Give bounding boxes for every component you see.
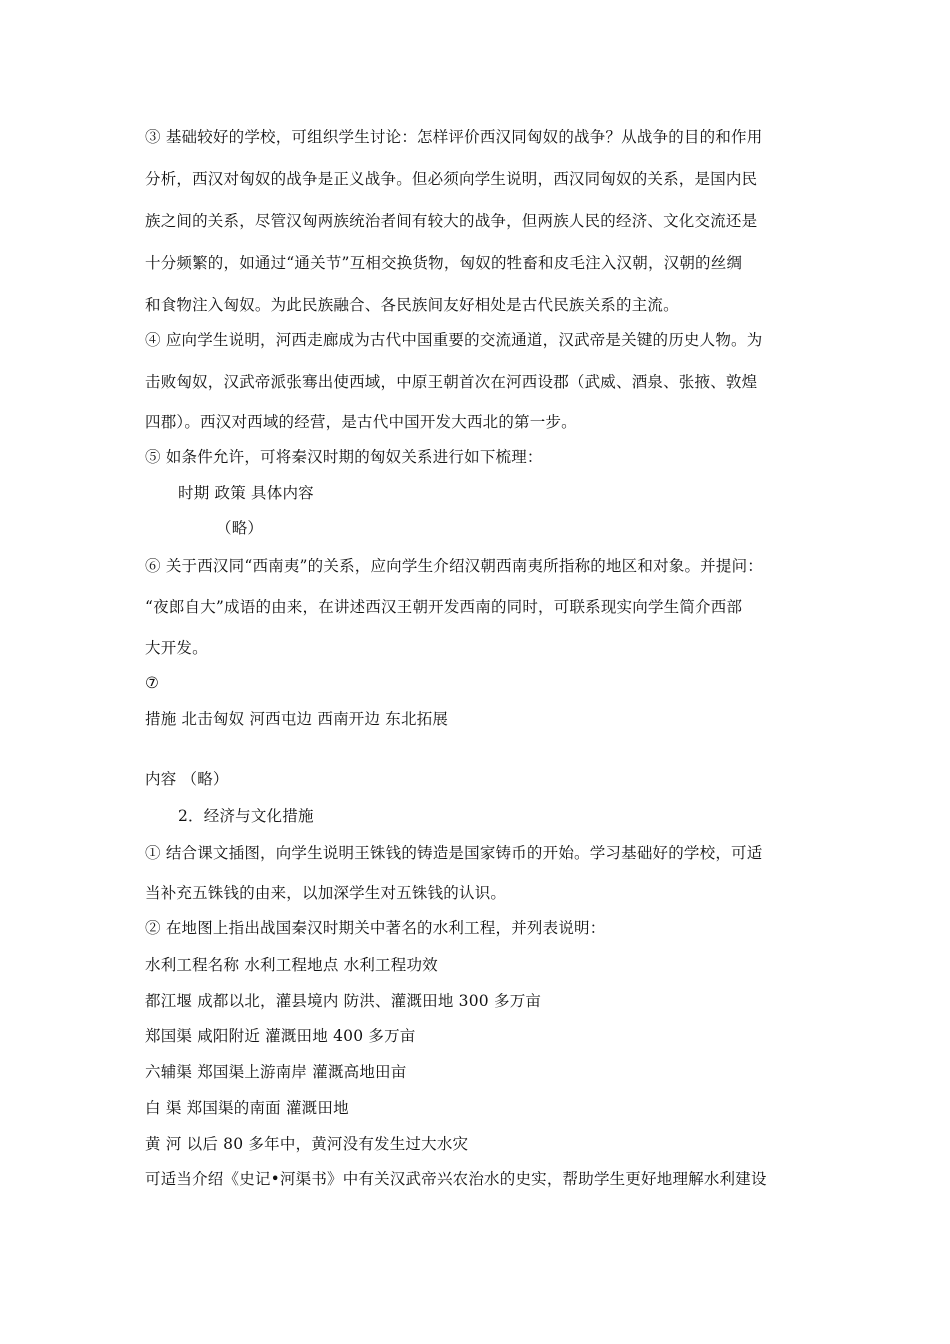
table-header-line: 时期 政策 具体内容 [178,484,314,502]
paragraph-line: 和食物注入匈奴。为此民族融合、各民族间友好相处是古代民族关系的主流。 [145,296,679,314]
paragraph-line: 当补充五铢钱的由来，以加深学生对五铢钱的认识。 [145,884,507,902]
omitted-note: （略） [216,519,264,537]
table-row-line: 黄 河 以后 80 多年中，黄河没有发生过大水灾 [145,1135,469,1153]
table-row-line: 六辅渠 郑国渠上游南岸 灌溉高地田亩 [145,1063,407,1081]
paragraph-line: 可适当介绍《史记•河渠书》中有关汉武帝兴农治水的史实，帮助学生更好地理解水利建设 [145,1170,767,1188]
paragraph-line: ③ 基础较好的学校，可组织学生讨论：怎样评价西汉同匈奴的战争？从战争的目的和作用 [145,128,763,146]
paragraph-line: 大开发。 [145,639,208,657]
table-header-line: 水利工程名称 水利工程地点 水利工程功效 [145,956,438,974]
paragraph-line: ④ 应向学生说明，河西走廊成为古代中国重要的交流通道，汉武帝是关键的历史人物。为 [145,331,763,349]
paragraph-line: “夜郎自大”成语的由来，在讲述西汉王朝开发西南的同时，可联系现实向学生简介西部 [145,598,743,616]
paragraph-line: ① 结合课文插图，向学生说明王铢钱的铸造是国家铸币的开始。学习基础好的学校，可适 [145,844,763,862]
paragraph-line: ② 在地图上指出战国秦汉时期关中著名的水利工程，并列表说明： [145,919,606,937]
paragraph-line: 十分频繁的，如通过“通关节”互相交换货物，匈奴的牲畜和皮毛注入汉朝，汉朝的丝绸 [145,254,743,272]
table-header-line: 措施 北击匈奴 河西屯边 西南开边 东北拓展 [145,710,449,728]
paragraph-line: ⑥ 关于西汉同“西南夷”的关系，应向学生介绍汉朝西南夷所指称的地区和对象。并提问： [145,557,763,575]
table-row-line: 白 渠 郑国渠的南面 灌溉田地 [145,1099,349,1117]
paragraph-line: 族之间的关系，尽管汉匈两族统治者间有较大的战争，但两族人民的经济、文化交流还是 [145,212,758,230]
section-heading: 2．经济与文化措施 [178,807,314,825]
table-row-line: 郑国渠 咸阳附近 灌溉田地 400 多万亩 [145,1027,416,1045]
table-row-line: 内容 （略） [145,770,229,788]
paragraph-line: 击败匈奴，汉武帝派张骞出使西域，中原王朝首次在河西设郡（武威、酒泉、张掖、敦煌 [145,373,758,391]
list-marker: ⑦ [145,674,160,692]
paragraph-line: 分析，西汉对匈奴的战争是正义战争。但必须向学生说明，西汉同匈奴的关系，是国内民 [145,170,758,188]
paragraph-line: 四郡）。西汉对西域的经营，是古代中国开发大西北的第一步。 [145,413,577,431]
table-row-line: 都江堰 成都以北，灌县境内 防洪、灌溉田地 300 多万亩 [145,992,542,1010]
paragraph-line: ⑤ 如条件允许，可将秦汉时期的匈奴关系进行如下梳理： [145,448,543,466]
